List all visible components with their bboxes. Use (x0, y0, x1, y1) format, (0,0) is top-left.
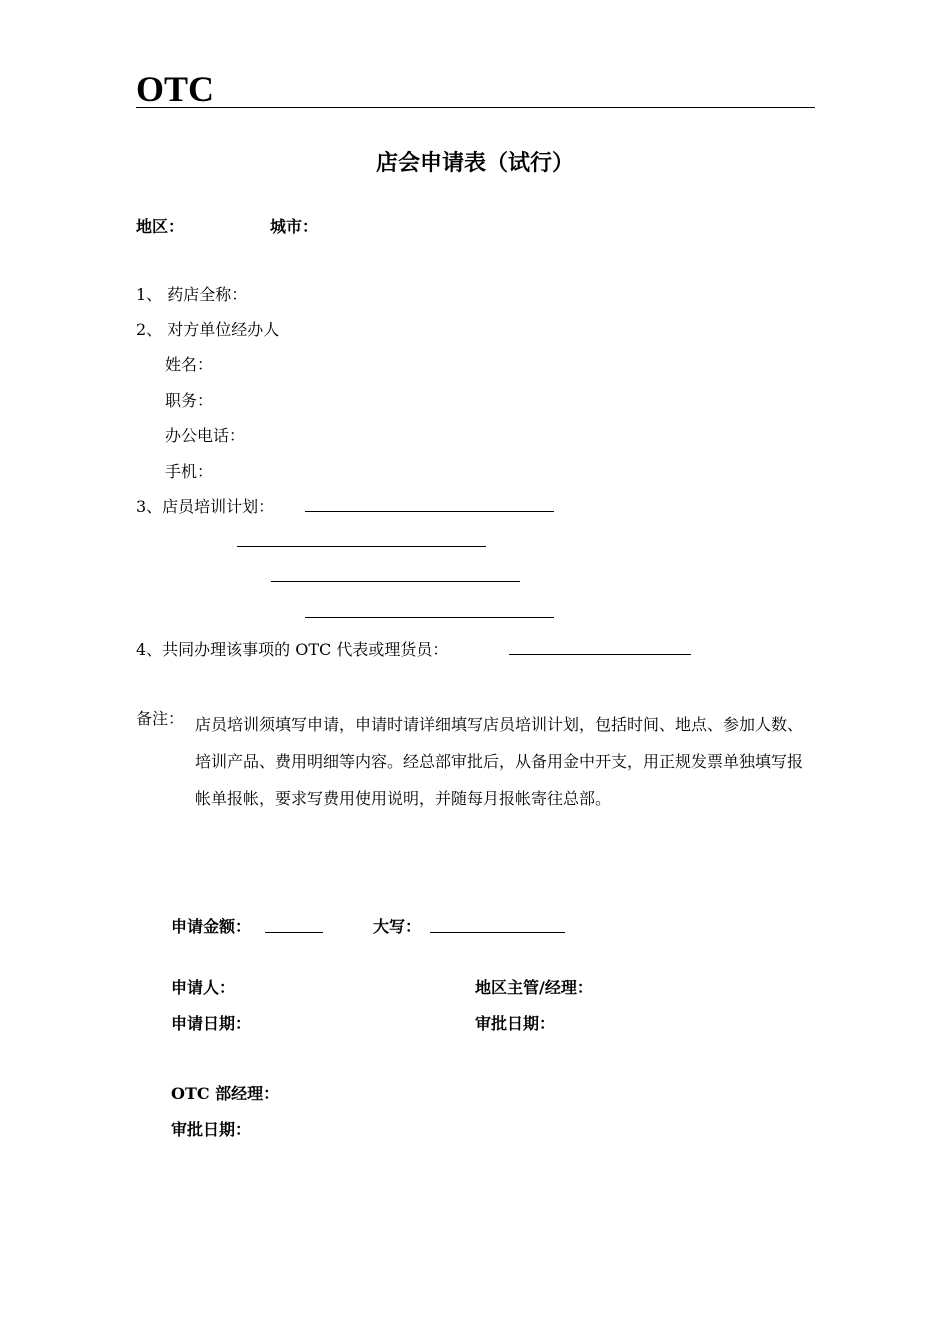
training-plan-line-4[interactable] (305, 617, 554, 618)
amount-line[interactable] (265, 932, 323, 933)
contact-mobile-label: 手机： (165, 462, 214, 481)
apply-date-label: 申请日期： (171, 1014, 252, 1033)
training-plan-line-1[interactable] (305, 511, 554, 512)
applicant-label: 申请人： (171, 978, 236, 997)
note-text: 店员培训须填写申请，申请时请详细填写店员培训计划，包括时间、地点、参加人数、培训产品、费用明细等内容。经总部审批后，从备用金中开支，用正规发票单独填写报帐单报帐，要求写费用使用说明，并随每月报帐寄往总部。 (195, 715, 804, 808)
capital-line[interactable] (430, 932, 565, 933)
otc-manager-label: OTC 部经理： (171, 1084, 280, 1103)
training-plan-line-2[interactable] (237, 546, 486, 547)
item-training-plan: 3、店员培训计划： (136, 497, 275, 516)
regional-manager-label: 地区主管/经理： (475, 978, 593, 997)
item-otc-representative: 4、共同办理该事项的 OTC 代表或理货员： (136, 640, 449, 659)
training-plan-line-3[interactable] (271, 581, 520, 582)
item-pharmacy-name: 1、 药店全称： (136, 285, 248, 304)
otc-approve-date-label: 审批日期： (171, 1120, 252, 1139)
region-label: 地区： (136, 217, 185, 236)
contact-position-label: 职务： (165, 391, 214, 410)
city-label: 城市： (270, 217, 319, 236)
header-rule (136, 107, 815, 108)
note-label: 备注： (136, 709, 185, 728)
header-title: OTC (136, 69, 215, 109)
item-counterpart-handler: 2、 对方单位经办人 (136, 320, 280, 339)
amount-label: 申请金额： (171, 917, 252, 936)
contact-office-phone-label: 办公电话： (165, 426, 246, 445)
form-title: 店会申请表（试行） (375, 150, 574, 176)
capital-label: 大写： (373, 917, 422, 936)
otc-representative-line[interactable] (509, 654, 691, 655)
approve-date-label: 审批日期： (475, 1014, 556, 1033)
contact-name-label: 姓名： (165, 355, 214, 374)
